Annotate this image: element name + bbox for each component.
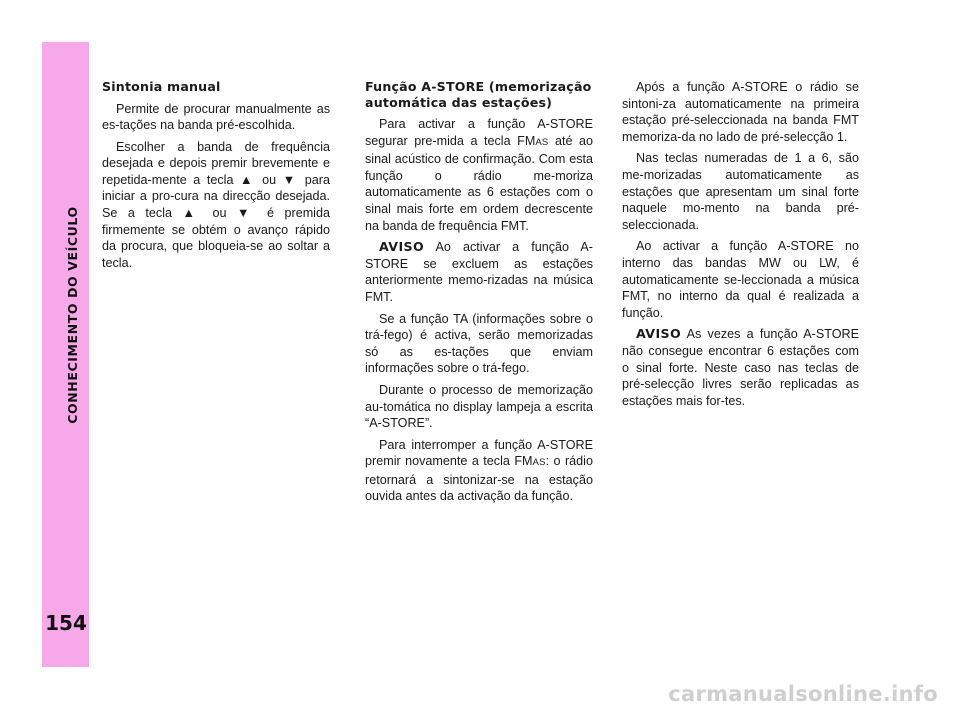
aviso-label: AVISO bbox=[636, 326, 682, 342]
paragraph: Escolher a banda de frequência desejada e depois premir brevemente e repetida-mente a tecla ▲ ou ▼ para iniciar a pro-cura na direcção desejada. Se a tecla ▲ ou ▼ é premida firmemente se obtém o avanço rápido da procura, que bloqueia-se ao soltar a tecla. bbox=[102, 139, 330, 270]
section-title-text: CONHECIMENTO DO VEÍCULO bbox=[65, 206, 80, 424]
watermark-text: carmanualsonline.info bbox=[668, 682, 938, 706]
column-3 bbox=[622, 79, 859, 414]
small-caps-run: AS bbox=[532, 457, 546, 469]
column-2 bbox=[365, 79, 593, 510]
aviso-label: AVISO bbox=[379, 239, 425, 255]
text-run: : o rádio retornará a sintonizar-se na estação ouvida antes da activação da função. bbox=[365, 454, 593, 504]
paragraph: Ao activar a função A-STORE no interno das bandas MW ou LW, é automaticamente se-leccionada a música FMT, no interno da qual é realizada a função. bbox=[622, 239, 859, 320]
paragraph: Permite de procurar manualmente as es-tações na banda pré-escolhida. bbox=[102, 101, 330, 133]
paragraph-aviso bbox=[365, 239, 593, 305]
text-run: até ao sinal acústico de confirmação. Com esta função o rádio me-moriza automaticamente as 6 estações com o sinal mais forte em ordem decrescente na banda de frequência FMT. bbox=[365, 133, 593, 233]
column-1 bbox=[102, 79, 330, 276]
small-caps-run: AS bbox=[535, 136, 549, 148]
section-title-vertical bbox=[52, 206, 80, 424]
heading-sintonia-manual: Sintonia manual bbox=[102, 79, 221, 94]
paragraph: Se a função TA (informações sobre o trá-fego) é activa, serão memorizadas só as es-tações que enviam informações sobre o trá-fego. bbox=[365, 311, 593, 376]
text-run: Para interromper a função A-STORE premir novamente a tecla FM bbox=[365, 437, 593, 469]
text-run: As vezes a função A-STORE não consegue encontrar 6 estações com o sinal forte. Neste caso nas teclas de pré-selecção livres serão replicadas as estações mais for-tes. bbox=[622, 327, 859, 408]
paragraph: Durante o processo de memorização au-tomática no display lampeja a escrita “A-STORE”. bbox=[365, 382, 593, 431]
text-run: Ao activar a função A-STORE se excluem as estações anteriormente memo-rizadas na música FMT. bbox=[365, 240, 593, 304]
page-number: 154 bbox=[45, 611, 87, 635]
text-run: Para activar a função A-STORE segurar pre-mida a tecla FM bbox=[365, 117, 593, 148]
paragraph: Após a função A-STORE o rádio se sintoni-za automaticamente na primeira estação pré-seleccionada na banda FMT memoriza-da no lado de pré-selecção 1. bbox=[622, 80, 859, 144]
paragraph bbox=[365, 116, 593, 234]
paragraph: Nas teclas numeradas de 1 a 6, são me-morizadas automaticamente as estações que apresentam um sinal forte naquele mo-mento na banda pré-seleccionada. bbox=[622, 151, 859, 232]
heading-a-store: Função A-STORE (memorização automática das estações) bbox=[365, 79, 592, 110]
paragraph-aviso bbox=[622, 326, 859, 409]
paragraph bbox=[365, 437, 593, 505]
